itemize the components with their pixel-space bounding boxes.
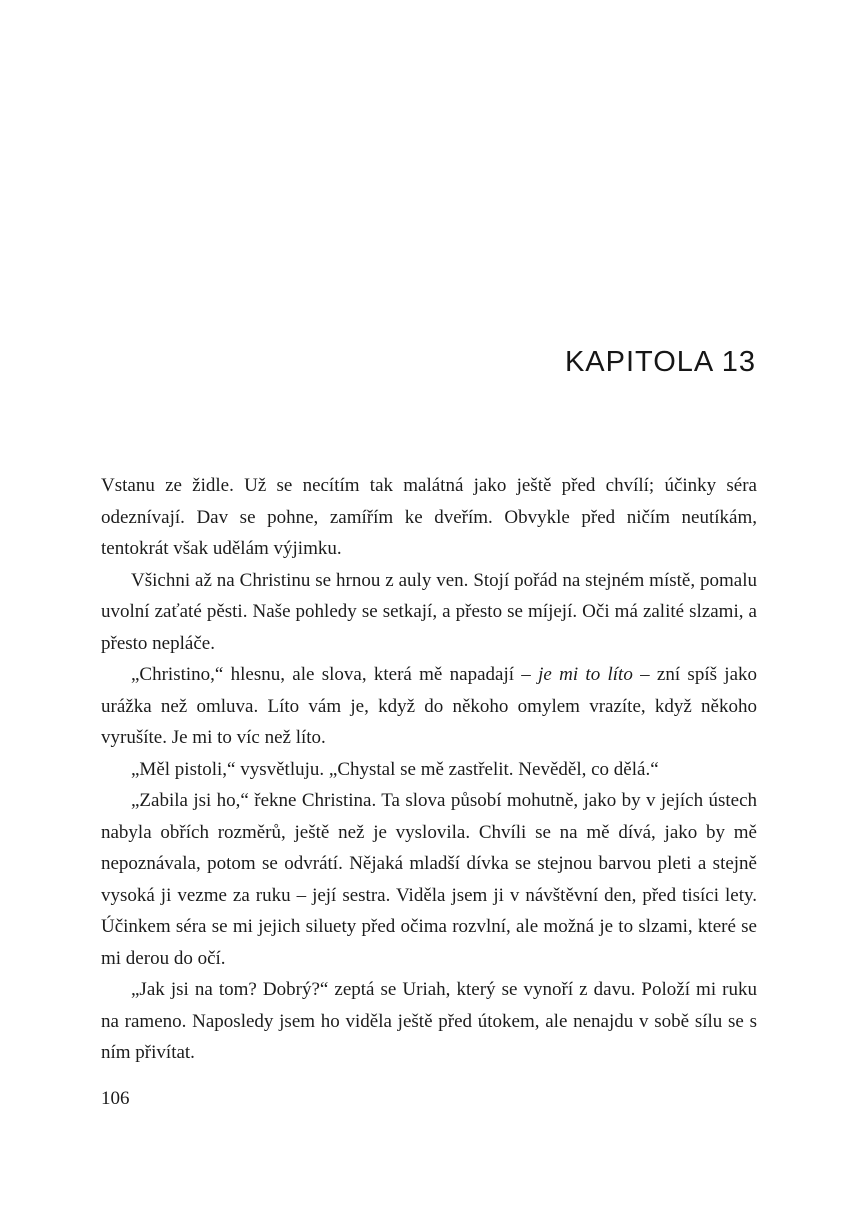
chapter-title: KAPITOLA 13 [564, 346, 756, 378]
paragraph-text: Vstanu ze židle. Už se necítím tak malátná jako ještě před chvílí; účinky séra odeznívají. Dav se pohne, zamířím ke dveřím. Obvykle před ničím neutíkám, tentokrát však udělám výjimku. [101, 475, 757, 559]
paragraph-text-italic: je mi to líto [538, 664, 633, 685]
paragraph [101, 659, 757, 754]
paragraph-text: „Christino,“ hlesnu, ale slova, která mě napadají – [131, 664, 539, 685]
paragraph-text: „Jak jsi na tom? Dobrý?“ zeptá se Uriah, který se vynoří z davu. Položí mi ruku na rameno. Naposledy jsem ho viděla ještě před útokem, ale nenajdu v sobě sílu se s ním přivítat. [101, 979, 757, 1063]
paragraph [101, 470, 757, 565]
body-text [101, 470, 757, 1069]
paragraph [101, 785, 757, 974]
paragraph-text: „Zabila jsi ho,“ řekne Christina. Ta slova působí mohutně, jako by v jejích ústech nabyla obřích rozměrů, ještě než je vyslovila. Chvíli se na mě dívá, jako by mě nepoznávala, potom se odvrátí. Nějaká mladší dívka se stejnou barvou pleti a stejně vysoká ji vezme za ruku – její sestra. Viděla jsem ji v návštěvní den, před tisíci lety. Účinkem séra se mi jejich siluety před očima rozvlní, ale možná je to slzami, které se mi derou do očí. [101, 790, 757, 969]
paragraph-text: „Měl pistoli,“ vysvětluju. „Chystal se mě zastřelit. Nevěděl, co dělá.“ [131, 758, 659, 780]
paragraph [101, 974, 757, 1069]
page-number: 106 [101, 1088, 130, 1109]
paragraph-text: – zní spíš jako urážka než omluva. Líto vám je, když do někoho omylem vrazíte, když někoho vyrušíte. Je mi to víc než líto. [101, 664, 757, 748]
paragraph [101, 754, 757, 786]
paragraph [101, 565, 757, 660]
paragraph-text: Všichni až na Christinu se hrnou z auly ven. Stojí pořád na stejném místě, pomalu uvolní zaťaté pěsti. Naše pohledy se setkají, a přesto se míjejí. Oči má zalité slzami, a přesto nepláče. [101, 569, 757, 654]
